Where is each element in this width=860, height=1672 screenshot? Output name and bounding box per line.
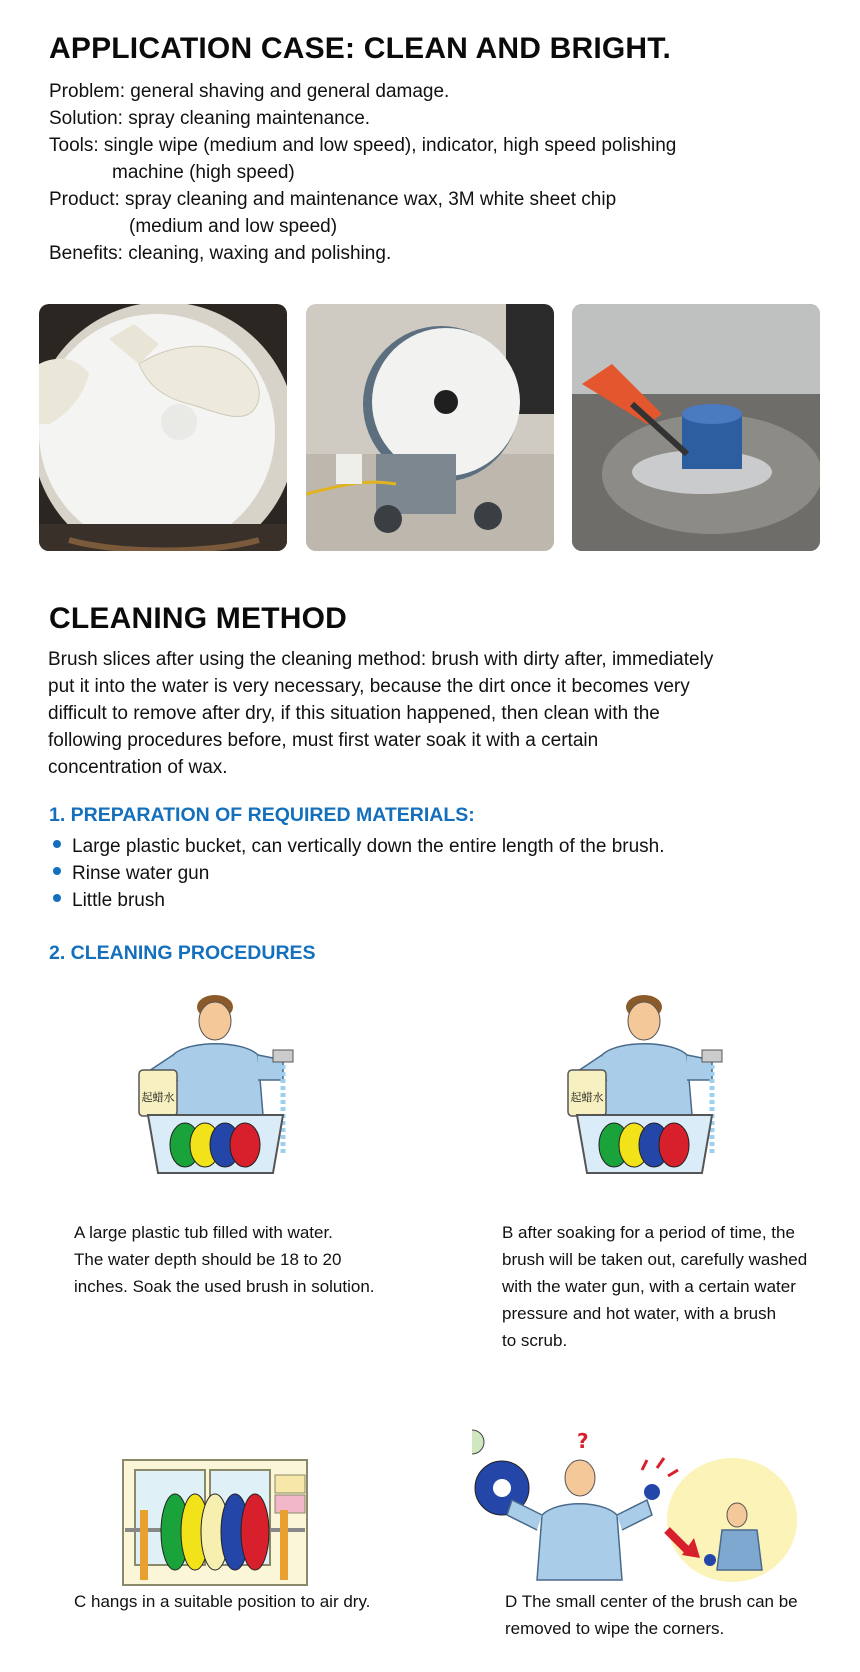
benefits-line: Benefits: cleaning, waxing and polishing.	[49, 243, 392, 264]
preparation-title: 1. PREPARATION OF REQUIRED MATERIALS:	[49, 804, 475, 826]
step-d-caption-line: removed to wipe the corners.	[505, 1619, 725, 1638]
preparation-item: Little brush	[72, 890, 165, 911]
product-line: Product: spray cleaning and maintenance wax, 3M white sheet chip	[49, 189, 617, 210]
preparation-item: Large plastic bucket, can vertically down the entire length of the brush.	[72, 836, 665, 857]
solution-line: Solution: spray cleaning maintenance.	[49, 108, 371, 129]
white-pad-on-machine-photo	[306, 304, 554, 551]
step-d-caption-line: D The small center of the brush can be	[505, 1592, 798, 1611]
cleaning-paragraph-line-2: put it into the water is very necessary, because the dirt once it becomes very	[48, 676, 690, 697]
application-title: APPLICATION CASE: CLEAN AND BRIGHT.	[49, 32, 671, 65]
floor-polishing-machine-photo	[572, 304, 820, 551]
pads-hanging-to-dry-illustration	[115, 1450, 315, 1600]
step-b-caption-line: to scrub.	[502, 1331, 568, 1350]
problem-line: Problem: general shaving and general damage.	[49, 81, 450, 102]
tools-line: Tools: single wipe (medium and low speed), indicator, high speed polishing	[49, 135, 677, 156]
bottle-label: 起蜡水	[570, 1091, 604, 1104]
preparation-item: Rinse water gun	[72, 863, 210, 884]
worker-soaking-pads-illustration	[133, 985, 298, 1175]
step-b-caption-line: brush will be taken out, carefully washed	[502, 1250, 808, 1269]
step-b-caption-line: with the water gun, with a certain water	[502, 1277, 796, 1296]
bottle-label: 起蜡水	[141, 1091, 175, 1104]
question-mark-icon: ?	[577, 1429, 589, 1453]
cleaning-paragraph-line-5: concentration of wax.	[48, 757, 228, 778]
product-line-continued: (medium and low speed)	[129, 216, 338, 237]
step-a-caption-line: inches. Soak the used brush in solution.	[74, 1277, 375, 1296]
bullet-icon	[53, 867, 61, 875]
gloved-hand-on-white-pad-photo	[39, 304, 287, 551]
step-c-caption-line: C hangs in a suitable position to air dry.	[74, 1592, 371, 1611]
bullet-icon	[53, 840, 61, 848]
cleaning-paragraph-line-1: Brush slices after using the cleaning method: brush with dirty after, immediately	[48, 649, 714, 670]
step-a-caption-line: The water depth should be 18 to 20	[74, 1250, 342, 1269]
procedures-title: 2. CLEANING PROCEDURES	[49, 942, 316, 964]
step-a-caption-line: A large plastic tub filled with water.	[74, 1223, 333, 1242]
tools-line-continued: machine (high speed)	[112, 162, 295, 183]
cleaning-paragraph-line-3: difficult to remove after dry, if this situation happened, then clean with the	[48, 703, 660, 724]
cleaning-method-title: CLEANING METHOD	[49, 602, 347, 635]
cleaning-paragraph-line-4: following procedures before, must first water soak it with a certain	[48, 730, 599, 751]
worker-rinsing-pads-illustration	[562, 985, 727, 1175]
step-b-caption-line: pressure and hot water, with a brush	[502, 1304, 777, 1323]
step-b-caption-line: B after soaking for a period of time, the	[502, 1223, 795, 1242]
bullet-icon	[53, 894, 61, 902]
